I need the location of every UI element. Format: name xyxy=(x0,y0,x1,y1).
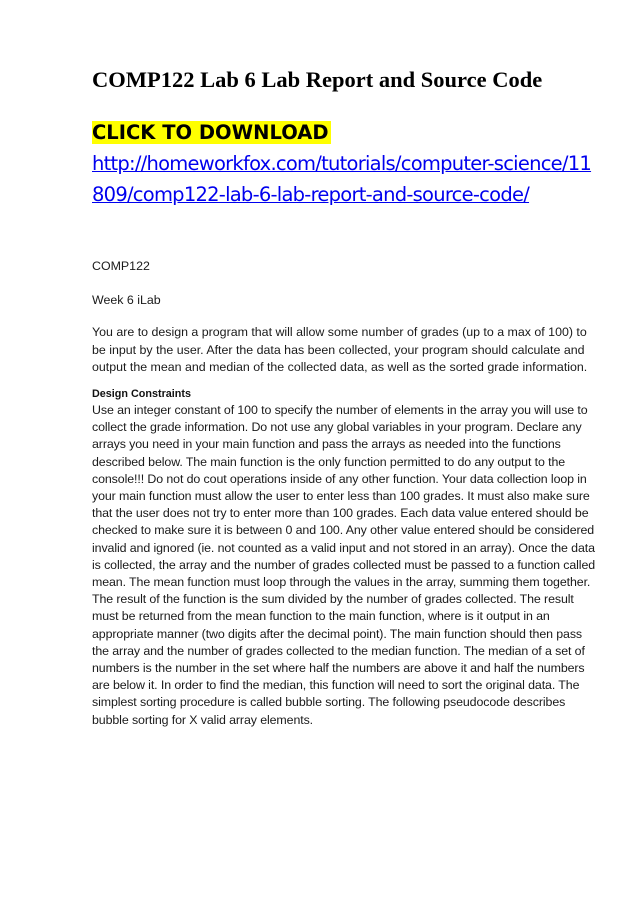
intro-paragraph: You are to design a program that will allow some number of grades (up to a max of 100) to be input by the user. After the data has been collected, your program should calculate and output the mean and median of the collected data, as well as the sorted grade information. xyxy=(92,325,588,374)
course-code: COMP122 xyxy=(92,259,150,273)
design-constraints-heading: Design Constraints xyxy=(92,388,191,401)
design-constraints-paragraph: Use an integer constant of 100 to specify the number of elements in the array you will use to collect the grade information. Do not use any global variables in your program. Declare any arrays you need in your main function and pass the arrays as needed into the functions described below. The main function is the only function permitted to do any output to the console!!! Do not do cout operations inside of any other function. Your data collection loop in your main function must allow the user to enter less than 100 grades. It must also make sure that the user does not try to enter more than 100 grades. Each data value entered should be checked to make sure it is between 0 and 100. Any other value entered should be considered invalid and ignored (ie. not counted as a valid input and not stored in an array). Once the data is collected, the array and the number of grades collected must be passed to a function called mean. The mean function must loop through the values in the array, summing them together. The result of the function is the sum divided by the number of grades collected. The result must be returned from the mean function to the main function, where is it output in an appropriate manner (two digits after the decimal point). The main function should then pass the array and the number of grades collected to the median function. The median of a set of numbers is the number in the set where half the numbers are above it and half the numbers are below it. In order to find the median, this function will need to sort the original data. The simplest sorting procedure is called bubble sorting. The following pseudocode describes bubble sorting for X valid array elements. xyxy=(92,403,596,727)
document-title: COMP122 Lab 6 Lab Report and Source Code xyxy=(92,67,543,92)
download-link[interactable]: http://homeworkfox.com/tutorials/computer-science/11809/comp122-lab-6-lab-report-and-source-code/ xyxy=(92,152,592,206)
week-label: Week 6 iLab xyxy=(92,293,161,308)
document-content xyxy=(92,66,598,729)
download-label: CLICK TO DOWNLOAD xyxy=(92,121,329,144)
download-block xyxy=(92,117,598,210)
